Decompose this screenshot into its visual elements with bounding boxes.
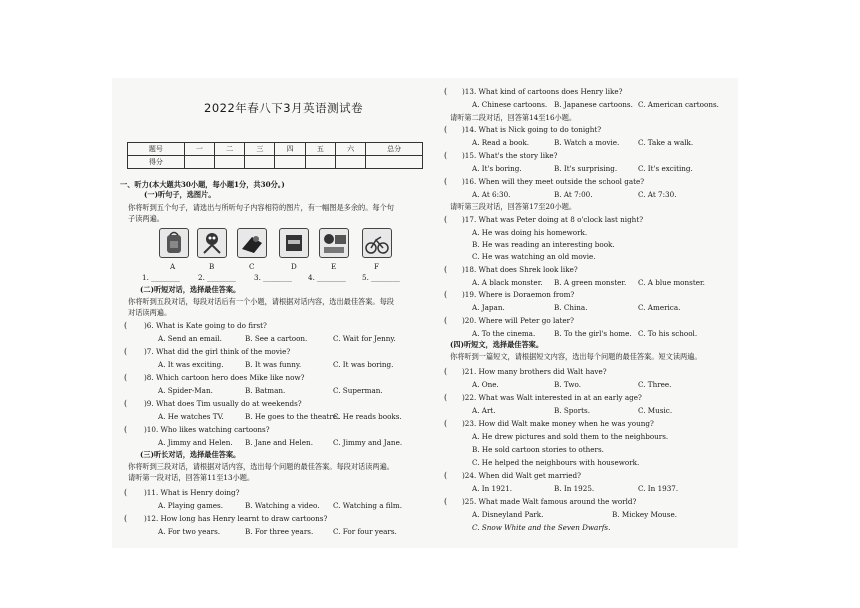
- q18-option-a: A. A black monster.: [472, 278, 543, 287]
- answer-paren[interactable]: (: [444, 316, 448, 325]
- score-entry[interactable]: [245, 156, 275, 169]
- answer-blank-5[interactable]: 5. ________: [362, 273, 400, 282]
- picture-label-f: F: [374, 262, 379, 271]
- score-entry[interactable]: [366, 156, 423, 169]
- question-19: )19. Where is Doraemon from?: [462, 290, 575, 299]
- score-entry[interactable]: [214, 156, 244, 169]
- answer-paren[interactable]: (: [444, 125, 448, 134]
- picture-label-a: A: [170, 262, 176, 271]
- answer-paren[interactable]: (: [124, 425, 128, 434]
- score-row-label: 得分: [128, 156, 185, 169]
- answer-paren[interactable]: (: [444, 393, 448, 402]
- picture-d-character: [279, 228, 309, 258]
- picture-b-cartoon: [197, 228, 227, 258]
- answer-paren[interactable]: (: [444, 497, 448, 506]
- q9-option-c: C. He reads books.: [333, 412, 402, 421]
- answer-blank-1[interactable]: 1. ________: [142, 273, 180, 282]
- part2-instruction-line1: 你将听到五段对话，每段对话后有一个小题，请根据对话内容，选出最佳答案。每段: [128, 297, 394, 306]
- part1-instruction-line1: 你将听到五个句子，请选出与所听句子内容相符的图片，有一幅图是多余的。每个句: [128, 203, 394, 212]
- q12-option-a: A. For two years.: [158, 527, 221, 536]
- q16-option-b: B. At 7:00.: [554, 190, 593, 199]
- q21-option-a: A. One.: [472, 380, 499, 389]
- question-23: )23. How did Walt make money when he was young?: [462, 419, 654, 428]
- question-24: )24. When did Walt get married?: [462, 471, 582, 480]
- q22-option-a: A. Art.: [472, 406, 496, 415]
- score-cell: 二: [214, 143, 244, 156]
- q21-option-c: C. Three.: [638, 380, 672, 389]
- question-10: )10. Who likes watching cartoons?: [144, 425, 270, 434]
- answer-blank-4[interactable]: 4. ________: [308, 273, 346, 282]
- part2-heading: (二)听短对话，选择最佳答案。: [140, 285, 241, 294]
- picture-label-b: B: [209, 262, 215, 271]
- answer-paren[interactable]: (: [444, 471, 448, 480]
- question-15: )15. What's the story like?: [462, 151, 558, 160]
- question-8: )8. Which cartoon hero does Mike like now?: [144, 373, 305, 382]
- q14-option-a: A. Read a book.: [472, 138, 530, 147]
- q8-option-c: C. Superman.: [333, 386, 383, 395]
- q9-option-b: B. He goes to the theatre.: [245, 412, 340, 421]
- q6-option-b: B. See a cartoon.: [245, 334, 308, 343]
- q11-option-a: A. Playing games.: [158, 501, 223, 510]
- q25-option-b: B. Mickey Mouse.: [612, 510, 678, 519]
- q14-option-b: B. Watch a movie.: [554, 138, 620, 147]
- score-table-header-row: [128, 143, 423, 156]
- answer-paren[interactable]: (: [444, 419, 448, 428]
- score-cell: 总分: [366, 143, 423, 156]
- answer-blank-2[interactable]: 2. ________: [198, 273, 236, 282]
- q6-option-c: C. Wait for Jenny.: [333, 334, 396, 343]
- answer-paren[interactable]: (: [444, 265, 448, 274]
- part4-heading: (四)听短文，选择最佳答案。: [450, 340, 544, 349]
- answer-paren[interactable]: (: [444, 177, 448, 186]
- answer-paren[interactable]: (: [444, 215, 448, 224]
- question-12: )12. How long has Henry learnt to draw cartoons?: [144, 514, 328, 523]
- part2-instruction-line2: 对话读两遍。: [128, 308, 172, 317]
- q17-option-c: C. He was watching an old movie.: [472, 252, 596, 261]
- part4-instruction: 你将听到一篇短文，请根据短文内容，选出每个问题的最佳答案。短文读两遍。: [450, 352, 702, 361]
- section1-heading: 一、听力(本大题共30小题，每小题1分，共30分。): [120, 180, 285, 189]
- q19-option-a: A. Japan.: [472, 303, 505, 312]
- page-title: 2022年春八下3月英语测试卷: [204, 101, 364, 115]
- score-table-score-row: [128, 156, 423, 169]
- q15-option-b: B. It's surprising.: [554, 164, 618, 173]
- q18-option-c: C. A blue monster.: [638, 278, 705, 287]
- score-cell: 题号: [128, 143, 185, 156]
- q13-option-c: C. American cartoons.: [638, 100, 719, 109]
- score-entry[interactable]: [184, 156, 214, 169]
- q10-option-c: C. Jimmy and Jane.: [333, 438, 403, 447]
- q15-option-c: C. It's exciting.: [638, 164, 693, 173]
- q24-option-b: B. In 1925.: [554, 484, 595, 493]
- q10-option-b: B. Jane and Helen.: [245, 438, 313, 447]
- answer-paren[interactable]: (: [444, 87, 448, 96]
- picture-label-c: C: [249, 262, 255, 271]
- q23-option-c: C. He helped the neighbours with housework.: [472, 458, 640, 467]
- question-11: )11. What is Henry doing?: [144, 488, 240, 497]
- answer-blank-3[interactable]: 3. ________: [254, 273, 292, 282]
- part3-instruction-line2: 请听第一段对话，回答第11至13小题。: [128, 473, 255, 482]
- q22-option-c: C. Music.: [638, 406, 673, 415]
- exam-sheet: [112, 78, 738, 548]
- score-entry[interactable]: [335, 156, 365, 169]
- score-entry[interactable]: [305, 156, 335, 169]
- q13-option-a: A. Chinese cartoons.: [472, 100, 548, 109]
- q7-option-a: A. It was exciting.: [158, 360, 224, 369]
- answer-paren[interactable]: (: [124, 399, 128, 408]
- q22-option-b: B. Sports.: [554, 406, 591, 415]
- q20-option-a: A. To the cinema.: [472, 329, 536, 338]
- picture-label-e: E: [331, 262, 337, 271]
- q18-option-b: B. A green monster.: [554, 278, 627, 287]
- q17-option-b: B. He was reading an interesting book.: [472, 240, 615, 249]
- picture-c-hero: [237, 228, 267, 258]
- part1-instruction-line2: 子读两遍。: [128, 214, 164, 223]
- question-20: )20. Where will Peter go later?: [462, 316, 574, 325]
- q19-option-b: B. China.: [554, 303, 588, 312]
- q16-option-c: C. At 7:30.: [638, 190, 677, 199]
- score-table: [127, 142, 423, 169]
- question-7: )7. What did the girl think of the movie?: [144, 347, 291, 356]
- q20-option-b: B. To the girl's home.: [554, 329, 632, 338]
- q19-option-c: C. America.: [638, 303, 681, 312]
- q7-option-c: C. It was boring.: [333, 360, 394, 369]
- question-6: )6. What is Kate going to do first?: [144, 321, 267, 330]
- q9-option-a: A. He watches TV.: [158, 412, 224, 421]
- question-18: )18. What does Shrek look like?: [462, 265, 578, 274]
- q16-option-a: A. At 6:30.: [472, 190, 511, 199]
- answer-paren[interactable]: (: [444, 290, 448, 299]
- q20-option-c: C. To his school.: [638, 329, 698, 338]
- q6-option-a: A. Send an email.: [158, 334, 222, 343]
- question-14: )14. What is Nick going to do tonight?: [462, 125, 602, 134]
- question-17: )17. What was Peter doing at 8 o'clock last night?: [462, 215, 644, 224]
- answer-paren[interactable]: (: [444, 367, 448, 376]
- part3-heading: (三)听长对话，选择最佳答案。: [140, 450, 241, 459]
- q12-option-c: C. For four years.: [333, 527, 397, 536]
- q10-option-a: A. Jimmy and Helen.: [158, 438, 233, 447]
- q15-option-a: A. It's boring.: [472, 164, 522, 173]
- q21-option-b: B. Two.: [554, 380, 582, 389]
- q23-option-a: A. He drew pictures and sold them to the neighbours.: [472, 432, 669, 441]
- q8-option-b: B. Batman.: [245, 386, 286, 395]
- score-cell: 五: [305, 143, 335, 156]
- score-cell: 六: [335, 143, 365, 156]
- q14-option-c: C. Take a walk.: [638, 138, 694, 147]
- q12-option-b: B. For three years.: [245, 527, 314, 536]
- picture-f-bike: [362, 228, 392, 258]
- picture-label-d: D: [291, 262, 297, 271]
- question-25: )25. What made Walt famous around the world?: [462, 497, 637, 506]
- q24-option-c: C. In 1937.: [638, 484, 679, 493]
- answer-paren[interactable]: (: [444, 151, 448, 160]
- answer-paren[interactable]: (: [124, 347, 128, 356]
- question-22: )22. What was Walt interested in at an early age?: [462, 393, 642, 402]
- score-entry[interactable]: [275, 156, 305, 169]
- score-cell: 三: [245, 143, 275, 156]
- q11-option-c: C. Watching a film.: [333, 501, 402, 510]
- instruction-dialogue-3: 请听第三段对话，回答第17至20小题。: [450, 202, 577, 211]
- score-cell: 一: [184, 143, 214, 156]
- answer-paren[interactable]: (: [124, 321, 128, 330]
- instruction-dialogue-2: 请听第二段对话，回答第14至16小题。: [450, 113, 577, 122]
- picture-e-tv: [319, 228, 349, 258]
- question-16: )16. When will they meet outside the school gate?: [462, 177, 645, 186]
- part3-instruction-line1: 你将听到三段对话，请根据对话内容，选出每个问题的最佳答案。每段对话读两遍。: [128, 462, 394, 471]
- question-13: )13. What kind of cartoons does Henry like?: [462, 87, 623, 96]
- q24-option-a: A. In 1921.: [472, 484, 513, 493]
- q11-option-b: B. Watching a video.: [245, 501, 320, 510]
- answer-paren[interactable]: (: [124, 373, 128, 382]
- question-9: )9. What does Tim usually do at weekends?: [144, 399, 302, 408]
- q17-option-a: A. He was doing his homework.: [472, 228, 588, 237]
- picture-a-backpack: [159, 228, 189, 258]
- q25-option-a: A. Disneyland Park.: [472, 510, 544, 519]
- q25-option-c: C. Snow White and the Seven Dwarfs.: [472, 523, 611, 532]
- answer-paren[interactable]: (: [124, 488, 128, 497]
- q7-option-b: B. It was funny.: [245, 360, 302, 369]
- answer-paren[interactable]: (: [124, 514, 128, 523]
- q23-option-b: B. He sold cartoon stories to others.: [472, 445, 604, 454]
- q13-option-b: B. Japanese cartoons.: [554, 100, 633, 109]
- q8-option-a: A. Spider-Man.: [158, 386, 213, 395]
- question-21: )21. How many brothers did Walt have?: [462, 367, 607, 376]
- part1-heading: (一)听句子，选图片。: [144, 190, 216, 199]
- score-cell: 四: [275, 143, 305, 156]
